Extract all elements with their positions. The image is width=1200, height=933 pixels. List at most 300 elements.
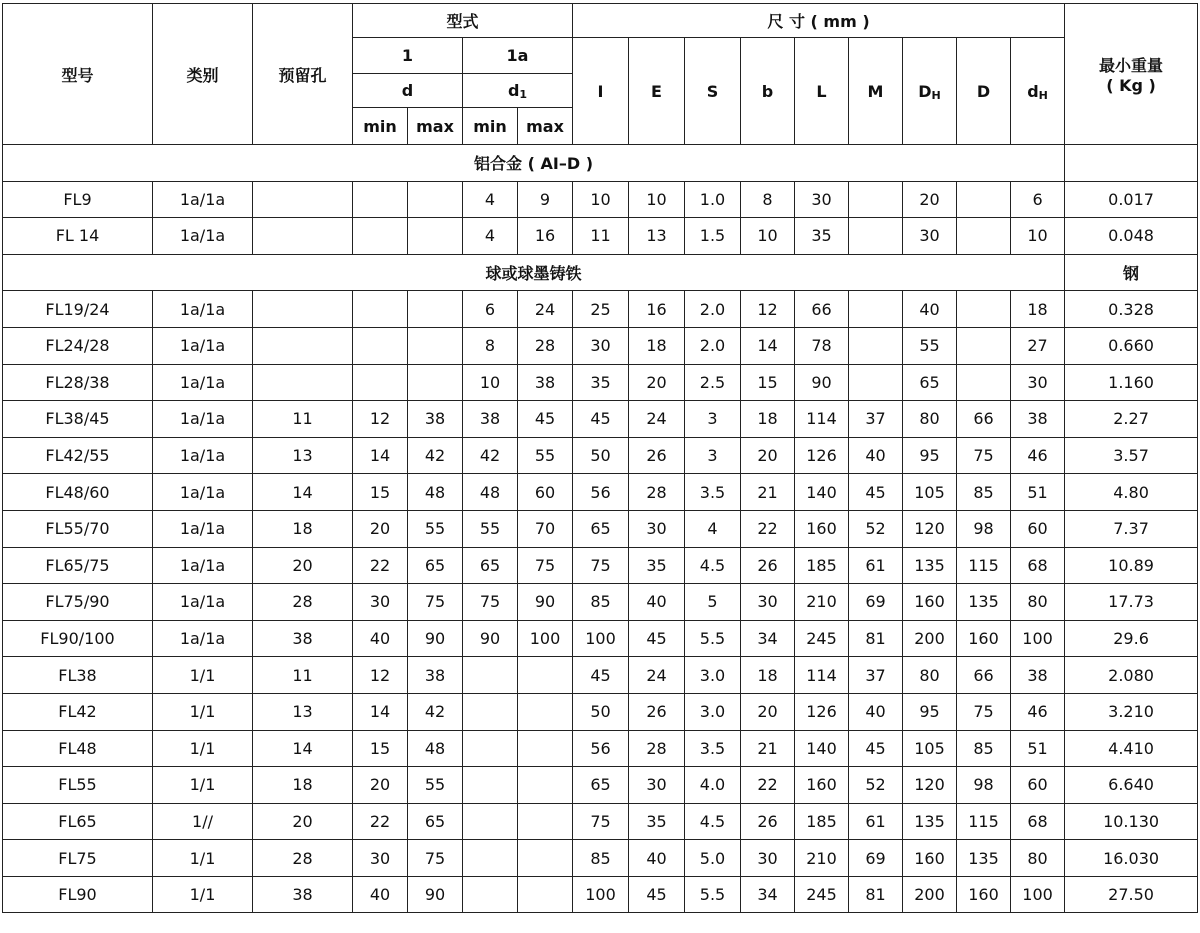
table-cell: 30	[629, 510, 685, 547]
table-cell: 46	[1011, 693, 1065, 730]
table-cell: 115	[957, 547, 1011, 584]
table-cell: 20	[353, 767, 408, 804]
table-cell: 14	[253, 730, 353, 767]
table-cell: 52	[849, 510, 903, 547]
table-cell: 4	[463, 181, 518, 218]
table-cell: 80	[1011, 584, 1065, 621]
table-cell: 25	[573, 291, 629, 328]
table-cell: 65	[463, 547, 518, 584]
table-cell: FL55/70	[3, 510, 153, 547]
table-cell: 20	[629, 364, 685, 401]
table-cell: 65	[903, 364, 957, 401]
table-cell	[463, 876, 518, 913]
table-cell: 100	[573, 620, 629, 657]
table-cell: 18	[741, 401, 795, 438]
table-cell: 3.0	[685, 657, 741, 694]
table-cell: 75	[408, 584, 463, 621]
table-row	[3, 291, 1198, 328]
table-cell: 28	[518, 327, 573, 364]
dh-lower-base: d	[1027, 81, 1039, 101]
table-cell: 30	[741, 840, 795, 877]
table-cell: 51	[1011, 474, 1065, 511]
table-cell	[957, 327, 1011, 364]
table-cell: 35	[573, 364, 629, 401]
table-cell: 80	[903, 401, 957, 438]
table-cell: 4.80	[1065, 474, 1198, 511]
table-cell: 10.130	[1065, 803, 1198, 840]
table-cell: 38	[1011, 401, 1065, 438]
table-cell: 61	[849, 803, 903, 840]
table-cell: 42	[408, 693, 463, 730]
section-extra	[1065, 145, 1198, 182]
table-cell: 69	[849, 840, 903, 877]
table-cell: 38	[253, 620, 353, 657]
table-cell: 140	[795, 474, 849, 511]
table-cell	[463, 840, 518, 877]
header-dim-L: L	[795, 38, 849, 145]
header-model: 型号	[3, 4, 153, 145]
table-cell: 4.5	[685, 547, 741, 584]
table-cell: 10	[573, 181, 629, 218]
table-cell: 4	[685, 510, 741, 547]
table-cell: 6	[463, 291, 518, 328]
table-cell: 160	[795, 767, 849, 804]
table-cell	[253, 291, 353, 328]
table-cell	[408, 181, 463, 218]
table-cell: 1/1	[153, 767, 253, 804]
table-cell: 55	[518, 437, 573, 474]
table-cell: 100	[1011, 620, 1065, 657]
table-cell: 18	[253, 767, 353, 804]
table-cell: 22	[353, 803, 408, 840]
table-cell: 4.410	[1065, 730, 1198, 767]
table-cell: 15	[353, 474, 408, 511]
table-cell	[353, 364, 408, 401]
table-cell: 185	[795, 547, 849, 584]
table-cell	[463, 730, 518, 767]
table-cell: 1.0	[685, 181, 741, 218]
table-cell: FL75	[3, 840, 153, 877]
table-cell: 50	[573, 437, 629, 474]
table-cell: 105	[903, 474, 957, 511]
table-row	[3, 584, 1198, 621]
table-cell: 70	[518, 510, 573, 547]
table-cell: 48	[463, 474, 518, 511]
table-cell: 18	[741, 657, 795, 694]
table-cell	[849, 364, 903, 401]
table-cell: 185	[795, 803, 849, 840]
header-d-min: min	[353, 108, 408, 145]
table-cell: 66	[957, 657, 1011, 694]
table-row	[3, 327, 1198, 364]
table-cell: 13	[253, 437, 353, 474]
table-cell: 50	[573, 693, 629, 730]
table-cell: 75	[463, 584, 518, 621]
table-cell: 0.048	[1065, 218, 1198, 255]
header-min-weight	[1065, 4, 1198, 145]
table-cell: 24	[518, 291, 573, 328]
table-cell	[518, 876, 573, 913]
table-cell: 65	[408, 547, 463, 584]
header-dim-b: b	[741, 38, 795, 145]
table-row	[3, 181, 1198, 218]
section-extra: 钢	[1065, 254, 1198, 291]
header-d1	[463, 74, 573, 108]
table-cell: 4	[463, 218, 518, 255]
table-cell: 35	[795, 218, 849, 255]
table-cell: FL48	[3, 730, 153, 767]
table-cell: FL90	[3, 876, 153, 913]
table-cell: 61	[849, 547, 903, 584]
table-cell: 56	[573, 474, 629, 511]
table-cell: 85	[957, 474, 1011, 511]
table-cell: 1a/1a	[153, 291, 253, 328]
table-cell: 30	[353, 840, 408, 877]
table-cell: 38	[1011, 657, 1065, 694]
table-cell: 98	[957, 510, 1011, 547]
table-cell: 26	[629, 693, 685, 730]
table-cell: 46	[1011, 437, 1065, 474]
table-cell: 38	[408, 401, 463, 438]
table-row	[3, 547, 1198, 584]
table-cell: 26	[741, 547, 795, 584]
table-cell: 1a/1a	[153, 584, 253, 621]
table-cell	[849, 327, 903, 364]
coupling-spec-table	[2, 3, 1198, 913]
table-cell: 48	[408, 730, 463, 767]
table-cell: 40	[629, 584, 685, 621]
table-cell: FL19/24	[3, 291, 153, 328]
table-cell: 1a/1a	[153, 181, 253, 218]
table-cell: 68	[1011, 803, 1065, 840]
table-cell: 3	[685, 401, 741, 438]
table-cell: 160	[795, 510, 849, 547]
table-cell	[518, 840, 573, 877]
table-cell	[518, 803, 573, 840]
table-cell: 35	[629, 547, 685, 584]
table-cell: 140	[795, 730, 849, 767]
table-cell: 15	[741, 364, 795, 401]
table-cell: 45	[573, 401, 629, 438]
table-cell: 20	[253, 547, 353, 584]
table-cell: 98	[957, 767, 1011, 804]
table-cell: 160	[957, 876, 1011, 913]
table-cell: 28	[629, 474, 685, 511]
table-cell: 30	[629, 767, 685, 804]
table-cell: 35	[629, 803, 685, 840]
table-cell: 21	[741, 474, 795, 511]
table-cell: 114	[795, 657, 849, 694]
section-label: 球或球墨铸铁	[3, 254, 1065, 291]
table-cell: FL42/55	[3, 437, 153, 474]
table-row	[3, 620, 1198, 657]
table-cell: 1/1	[153, 730, 253, 767]
table-cell: 30	[353, 584, 408, 621]
table-cell	[408, 218, 463, 255]
table-cell: 20	[353, 510, 408, 547]
table-cell: 5	[685, 584, 741, 621]
header-d1-max: max	[518, 108, 573, 145]
table-cell: 3	[685, 437, 741, 474]
table-cell: 52	[849, 767, 903, 804]
table-cell: 85	[573, 584, 629, 621]
table-cell	[253, 364, 353, 401]
table-cell: 45	[629, 620, 685, 657]
table-cell	[408, 291, 463, 328]
table-cell: 2.27	[1065, 401, 1198, 438]
table-cell: 45	[849, 730, 903, 767]
table-cell: 78	[795, 327, 849, 364]
table-cell	[253, 218, 353, 255]
section-row	[3, 145, 1198, 182]
table-cell: 90	[463, 620, 518, 657]
table-cell: 30	[573, 327, 629, 364]
table-cell: 8	[741, 181, 795, 218]
table-cell: FL24/28	[3, 327, 153, 364]
table-cell: 3.57	[1065, 437, 1198, 474]
dh-sub: H	[931, 88, 941, 102]
table-cell: 1/1	[153, 876, 253, 913]
table-cell: 69	[849, 584, 903, 621]
table-row	[3, 876, 1198, 913]
table-cell: 8	[463, 327, 518, 364]
table-cell: 55	[463, 510, 518, 547]
table-cell: 55	[903, 327, 957, 364]
table-cell	[408, 364, 463, 401]
table-cell	[463, 803, 518, 840]
table-cell: 30	[741, 584, 795, 621]
table-cell: 80	[1011, 840, 1065, 877]
table-cell: 0.017	[1065, 181, 1198, 218]
table-cell: 30	[903, 218, 957, 255]
table-cell	[518, 767, 573, 804]
table-cell: 81	[849, 876, 903, 913]
table-cell: FL65	[3, 803, 153, 840]
table-cell: 2.080	[1065, 657, 1198, 694]
table-cell: 75	[957, 437, 1011, 474]
table-cell: 1/1	[153, 693, 253, 730]
table-cell: 135	[903, 803, 957, 840]
table-cell: 10.89	[1065, 547, 1198, 584]
table-cell: 14	[253, 474, 353, 511]
table-cell: 100	[1011, 876, 1065, 913]
table-cell: 10	[629, 181, 685, 218]
table-cell: FL38	[3, 657, 153, 694]
table-cell	[518, 693, 573, 730]
header-dim-S: S	[685, 38, 741, 145]
table-cell: 21	[741, 730, 795, 767]
table-cell: 75	[573, 803, 629, 840]
table-row	[3, 840, 1198, 877]
table-cell: FL55	[3, 767, 153, 804]
table-cell: 200	[903, 620, 957, 657]
table-cell: 2.0	[685, 291, 741, 328]
table-cell: 12	[353, 401, 408, 438]
table-cell: 22	[741, 510, 795, 547]
table-cell: 12	[741, 291, 795, 328]
table-cell: 42	[463, 437, 518, 474]
table-cell: 11	[573, 218, 629, 255]
header-d-max: max	[408, 108, 463, 145]
table-cell: 10	[741, 218, 795, 255]
table-cell: 14	[741, 327, 795, 364]
header-form: 型式	[353, 4, 573, 38]
header-d: d	[353, 74, 463, 108]
table-cell: 27.50	[1065, 876, 1198, 913]
table-cell: 66	[957, 401, 1011, 438]
header-dim-D: D	[957, 38, 1011, 145]
table-cell	[518, 730, 573, 767]
table-cell	[957, 218, 1011, 255]
table-cell: 28	[629, 730, 685, 767]
table-cell	[463, 657, 518, 694]
header-form-1: 1	[353, 38, 463, 74]
table-cell: 30	[795, 181, 849, 218]
table-cell: 40	[353, 620, 408, 657]
table-cell	[353, 291, 408, 328]
table-cell: 4.5	[685, 803, 741, 840]
table-cell: 114	[795, 401, 849, 438]
table-cell	[849, 218, 903, 255]
table-cell: 3.5	[685, 730, 741, 767]
table-cell: 56	[573, 730, 629, 767]
table-cell: 17.73	[1065, 584, 1198, 621]
table-row	[3, 218, 1198, 255]
table-cell: FL28/38	[3, 364, 153, 401]
table-cell: 75	[518, 547, 573, 584]
table-cell: 26	[629, 437, 685, 474]
table-cell: 75	[408, 840, 463, 877]
table-row	[3, 730, 1198, 767]
header-reserved-hole: 预留孔	[253, 4, 353, 145]
table-row	[3, 803, 1198, 840]
d1-base: d	[507, 81, 520, 100]
table-cell: 13	[629, 218, 685, 255]
table-cell: 1a/1a	[153, 547, 253, 584]
table-cell: 75	[573, 547, 629, 584]
table-cell: 85	[957, 730, 1011, 767]
table-cell: 120	[903, 767, 957, 804]
table-cell: 37	[849, 401, 903, 438]
table-cell: 15	[353, 730, 408, 767]
table-cell: 85	[573, 840, 629, 877]
table-cell: 1a/1a	[153, 620, 253, 657]
table-cell: 40	[629, 840, 685, 877]
table-cell: FL65/75	[3, 547, 153, 584]
header-dim-M: M	[849, 38, 903, 145]
table-cell: FL90/100	[3, 620, 153, 657]
table-cell: 100	[573, 876, 629, 913]
table-cell: 126	[795, 693, 849, 730]
table-cell: 55	[408, 510, 463, 547]
table-cell: 37	[849, 657, 903, 694]
table-cell: 3.5	[685, 474, 741, 511]
table-cell: 2.5	[685, 364, 741, 401]
table-row	[3, 657, 1198, 694]
table-cell: 1a/1a	[153, 437, 253, 474]
table-cell	[253, 327, 353, 364]
table-cell: 105	[903, 730, 957, 767]
table-cell: 20	[253, 803, 353, 840]
table-cell: FL75/90	[3, 584, 153, 621]
table-cell: 27	[1011, 327, 1065, 364]
table-cell: 40	[849, 693, 903, 730]
dh-base: D	[918, 81, 932, 101]
table-cell	[849, 291, 903, 328]
table-cell: 16	[629, 291, 685, 328]
table-cell: 11	[253, 401, 353, 438]
table-cell: 135	[957, 584, 1011, 621]
table-cell: 34	[741, 876, 795, 913]
table-row	[3, 437, 1198, 474]
table-cell: 10	[1011, 218, 1065, 255]
table-cell: 12	[353, 657, 408, 694]
table-cell: 120	[903, 510, 957, 547]
header-min-weight-line2: ( Kg )	[1106, 76, 1156, 95]
table-cell: 42	[408, 437, 463, 474]
table-cell: 45	[573, 657, 629, 694]
table-cell: 5.0	[685, 840, 741, 877]
table-cell: 65	[408, 803, 463, 840]
table-row	[3, 401, 1198, 438]
table-cell: 40	[903, 291, 957, 328]
header-dimensions: 尺 寸 ( mm )	[573, 4, 1065, 38]
table-cell	[353, 327, 408, 364]
table-cell	[353, 218, 408, 255]
table-cell: 5.5	[685, 620, 741, 657]
table-cell: FL48/60	[3, 474, 153, 511]
table-cell: 75	[957, 693, 1011, 730]
header-dim-E: E	[629, 38, 685, 145]
table-cell: 68	[1011, 547, 1065, 584]
table-cell: 1a/1a	[153, 218, 253, 255]
table-cell	[353, 181, 408, 218]
header-form-1a: 1a	[463, 38, 573, 74]
table-cell: 135	[903, 547, 957, 584]
table-cell: 26	[741, 803, 795, 840]
table-cell: 1a/1a	[153, 364, 253, 401]
table-cell: 4.0	[685, 767, 741, 804]
table-cell: 1//	[153, 803, 253, 840]
table-cell: 40	[353, 876, 408, 913]
table-cell: 22	[741, 767, 795, 804]
table-cell: 3.0	[685, 693, 741, 730]
table-cell: 45	[629, 876, 685, 913]
table-cell: 7.37	[1065, 510, 1198, 547]
table-cell: 0.660	[1065, 327, 1198, 364]
table-cell: FL9	[3, 181, 153, 218]
table-cell: 60	[1011, 767, 1065, 804]
table-cell: 14	[353, 437, 408, 474]
table-cell: 126	[795, 437, 849, 474]
table-cell: 38	[408, 657, 463, 694]
table-cell: 115	[957, 803, 1011, 840]
table-cell: 45	[849, 474, 903, 511]
table-cell: 55	[408, 767, 463, 804]
table-cell: 135	[957, 840, 1011, 877]
table-cell: 2.0	[685, 327, 741, 364]
table-cell: 95	[903, 693, 957, 730]
table-cell: 22	[353, 547, 408, 584]
table-cell: 20	[741, 437, 795, 474]
table-cell: 45	[518, 401, 573, 438]
table-cell: 16	[518, 218, 573, 255]
table-cell: 1a/1a	[153, 474, 253, 511]
table-cell: 160	[903, 840, 957, 877]
table-cell	[957, 364, 1011, 401]
table-cell: 160	[903, 584, 957, 621]
table-cell: 1/1	[153, 840, 253, 877]
